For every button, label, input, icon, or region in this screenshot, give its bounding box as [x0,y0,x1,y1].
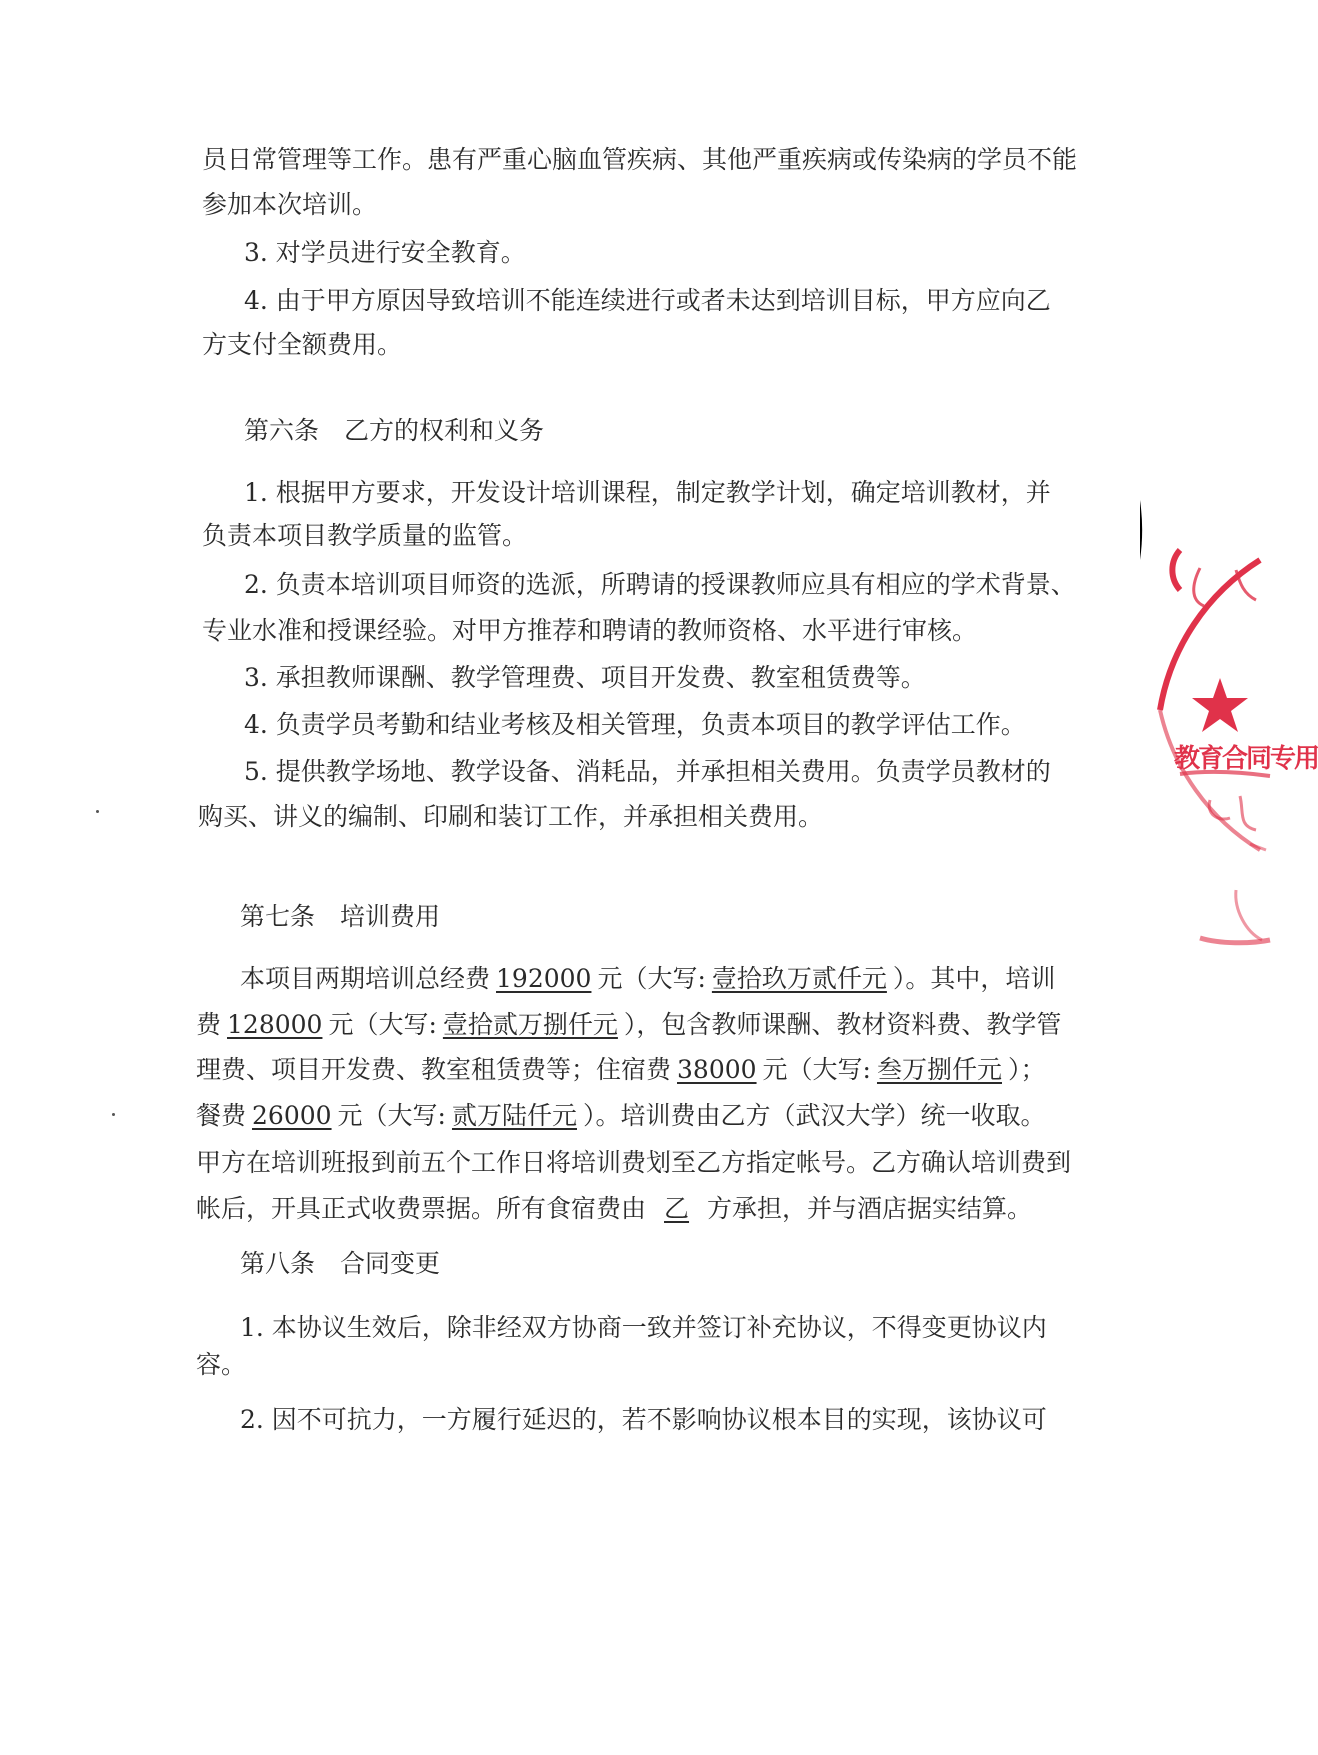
text: 元（大写: [597,964,706,993]
seal-text: 教育合同专用 [1174,744,1318,774]
text: 本项目两期培训总经费 [240,964,491,993]
training-fee-value: 128000 [227,1010,323,1039]
board-party-value: 乙 [664,1194,690,1223]
section-heading: 第六条 乙方的权利和义务 [244,416,545,445]
list-item: 5. 提供教学场地、教学设备、消耗品，并承担相关费用。负责学员教材的 [244,757,1051,786]
lodging-fee-upper: 叁万捌仟元 [876,1055,1002,1084]
text: 元（大写: [762,1055,871,1084]
list-item-continuation: 专业水准和授课经验。对甲方推荐和聘请的教师资格、水平进行审核。 [202,616,978,645]
training-fee-upper: 壹拾贰万捌仟元 [442,1010,618,1039]
scan-speck [96,810,99,813]
text: ），包含教师课酬、教材资料费、教学管 [623,1010,1062,1039]
seal-graphic [1140,560,1276,1060]
list-item: 1. 根据甲方要求，开发设计培训课程，制定教学计划，确定培训教材，并 [244,478,1051,507]
scan-speck [112,1113,115,1116]
official-seal [1140,560,1318,1060]
text: 费 [196,1010,222,1039]
list-item: 4. 负责学员考勤和结业考核及相关管理，负责本项目的教学评估工作。 [244,710,1026,739]
lodging-fee-value: 38000 [677,1055,757,1084]
section-heading: 第七条 培训费用 [240,902,441,931]
total-fee-value: 192000 [496,964,592,993]
fee-paragraph-line [196,1053,1046,1087]
text: 帐后，开具正式收费票据。所有食宿费由 [196,1194,647,1223]
list-item: 1. 本协议生效后，除非经双方协商一致并签订补充协议，不得变更协议内 [240,1313,1047,1342]
list-item-continuation: 负责本项目教学质量的监管。 [202,521,528,550]
text: 餐费 [196,1101,247,1130]
text: 方承担，并与酒店据实结算。 [707,1194,1033,1223]
meal-fee-value: 26000 [252,1101,332,1130]
fee-paragraph-line: 甲方在培训班报到前五个工作日将培训费划至乙方指定帐号。乙方确认培训费到 [196,1148,1072,1177]
text: 理费、项目开发费、教室租赁费等；住宿费 [196,1055,672,1084]
paragraph-line: 员日常管理等工作。患有严重心脑血管疾病、其他严重疾病或传染病的学员不能 [202,145,1078,174]
list-item: 3. 对学员进行安全教育。 [244,238,526,267]
list-item: 2. 因不可抗力，一方履行延迟的，若不影响协议根本目的实现，该协议可 [240,1405,1047,1434]
section-heading: 第八条 合同变更 [240,1249,441,1278]
text: ）。培训费由乙方（武汉大学）统一收取。 [583,1101,1046,1130]
meal-fee-upper: 贰万陆仟元 [451,1101,577,1130]
list-item-continuation: 购买、讲义的编制、印刷和装订工作，并承担相关费用。 [198,802,824,831]
paragraph-line: 参加本次培训。 [202,190,378,219]
total-fee-upper: 壹拾玖万贰仟元 [711,964,887,993]
list-item: 2. 负责本培训项目师资的选派，所聘请的授课教师应具有相应的学术背景、 [244,570,1076,599]
fee-paragraph-line [196,1099,1046,1133]
list-item-continuation: 方支付全额费用。 [202,330,403,359]
fee-paragraph-line [196,1192,1032,1226]
list-item: 3. 承担教师课酬、教学管理费、项目开发费、教室租赁费等。 [244,663,926,692]
text: ）。其中，培训 [892,964,1056,993]
text: 元（大写: [337,1101,446,1130]
list-item-continuation: 容。 [196,1350,247,1379]
fee-paragraph-line [196,1008,1061,1042]
list-item: 4. 由于甲方原因导致培训不能连续进行或者未达到培训目标，甲方应向乙 [244,286,1051,315]
fee-paragraph-line [240,962,1055,996]
text: 元（大写: [328,1010,437,1039]
text: ）； [1008,1055,1046,1084]
